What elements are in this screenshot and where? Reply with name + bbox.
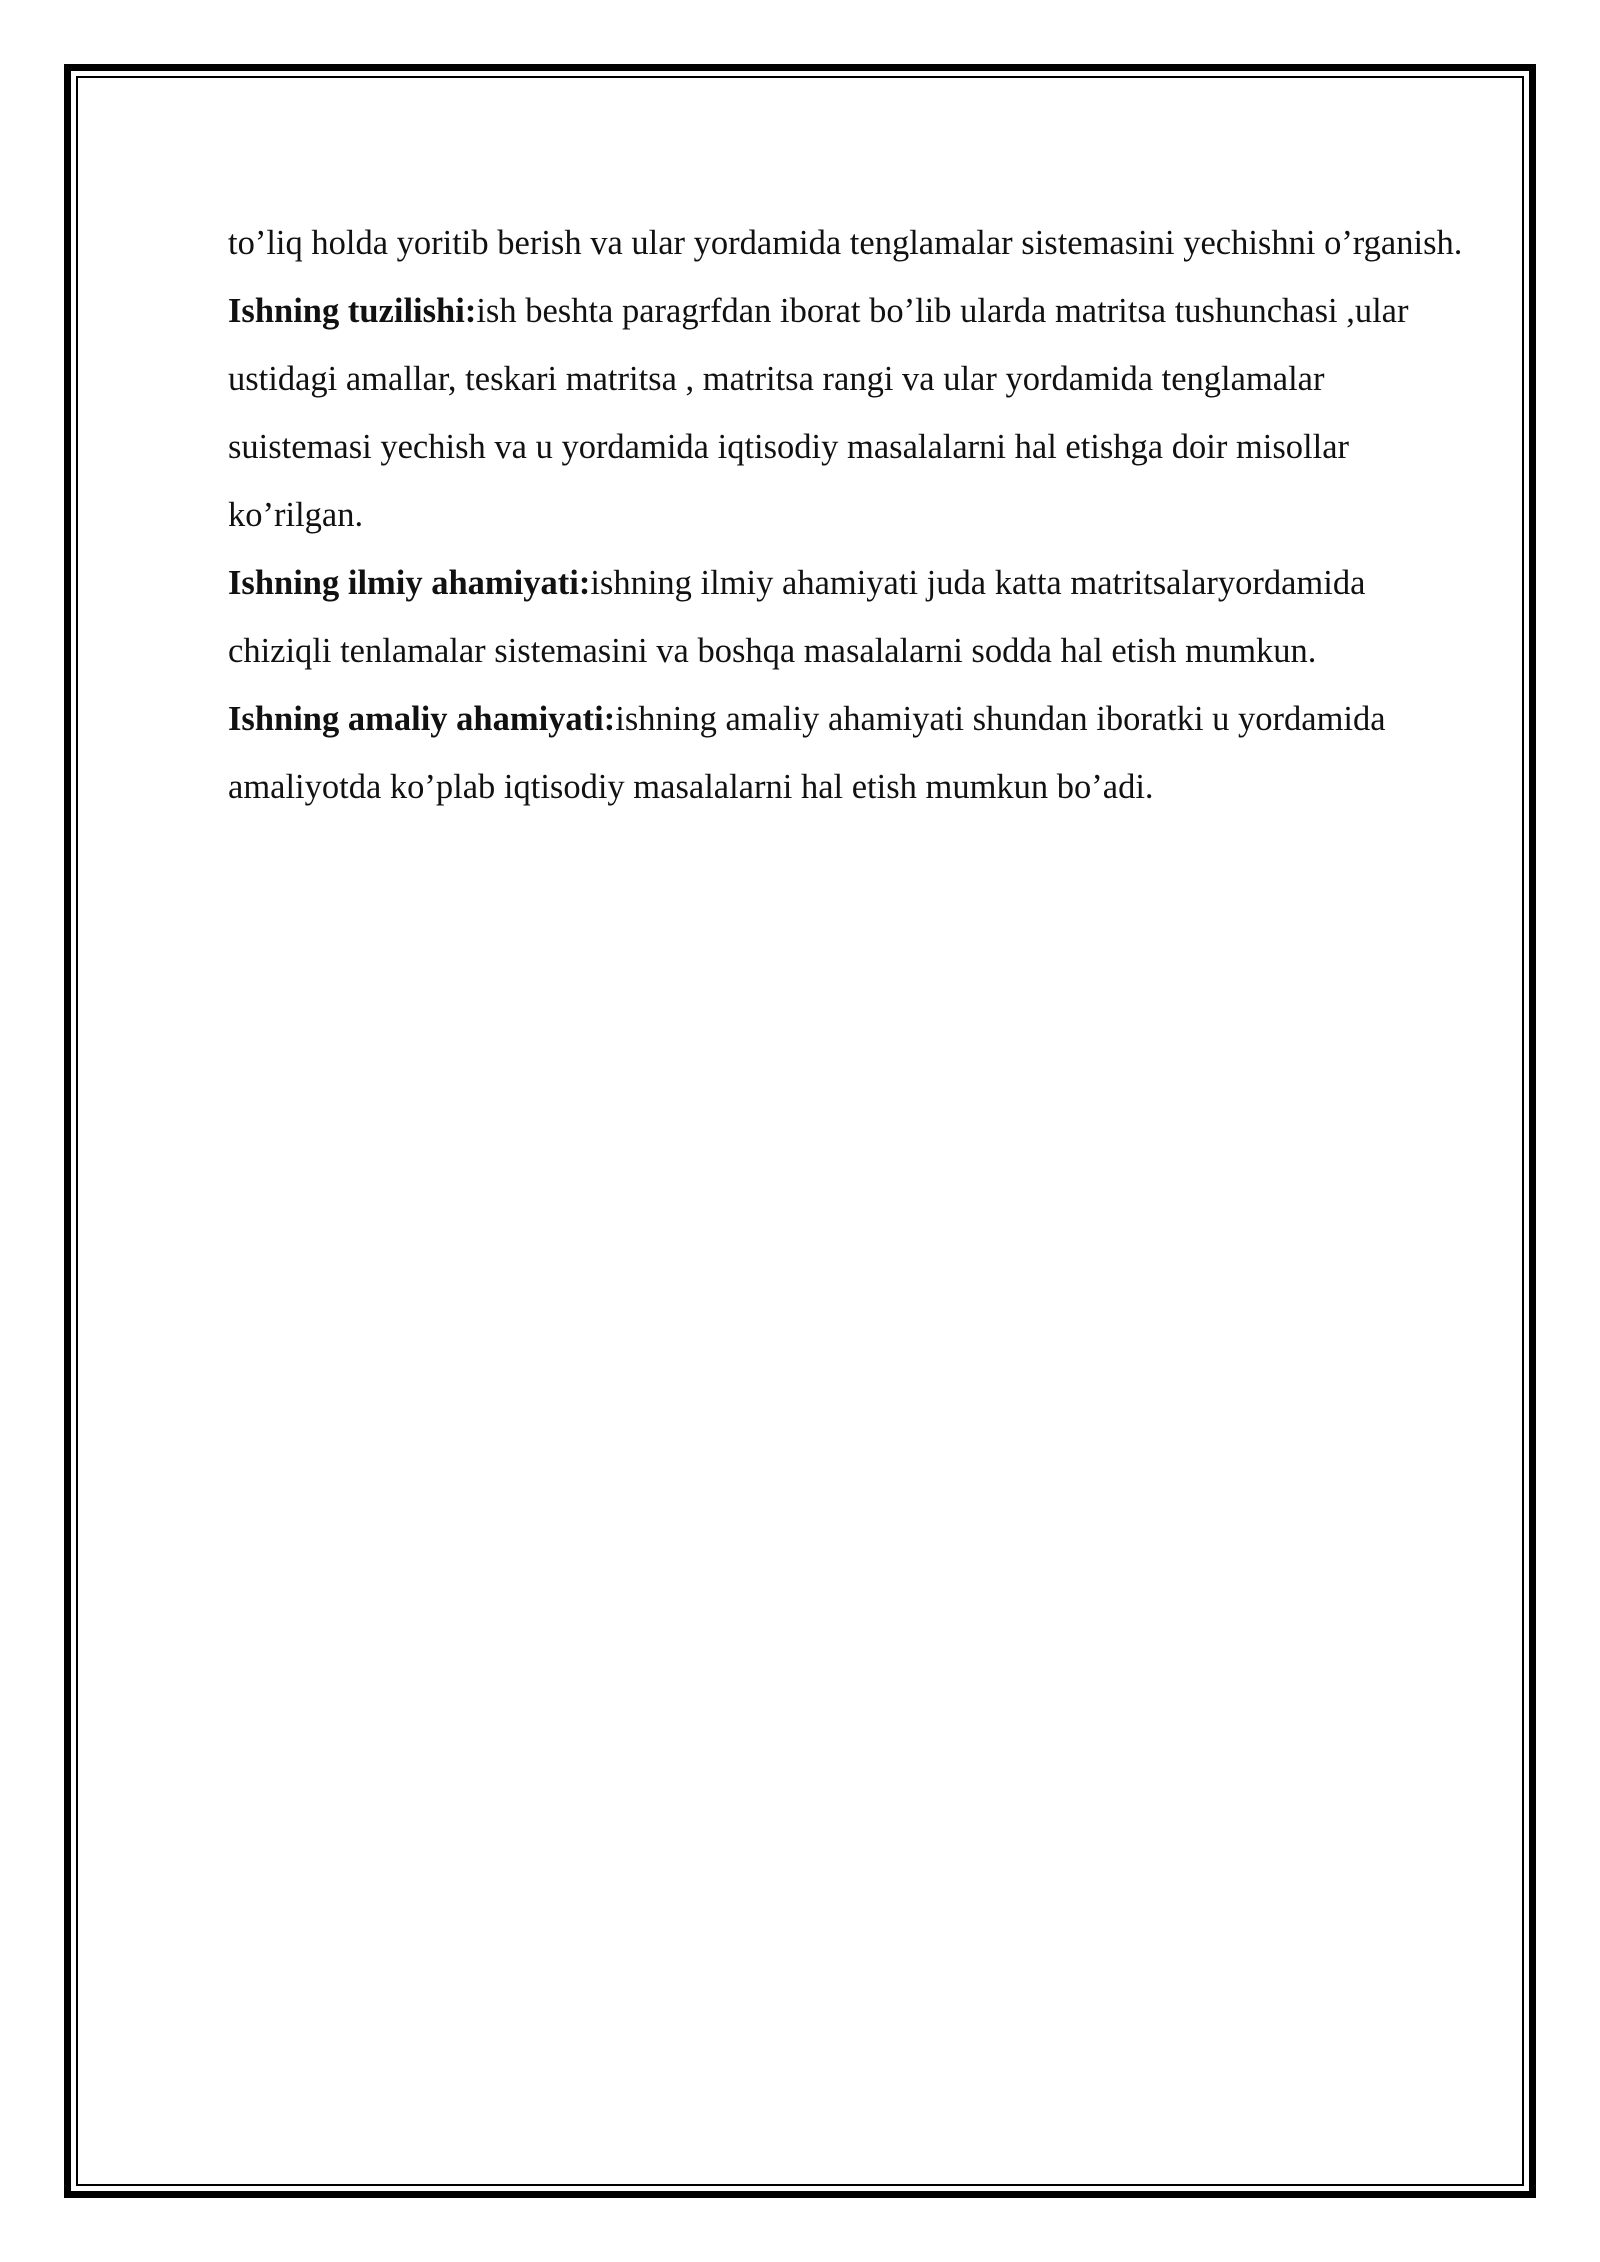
section-text-structure: ish beshta paragrfdan iborat bo’lib ularda matritsa tushunchasi ,ular ustidagi amallar, teskari matritsa , matritsa rangi va ular yordamida tenglamalar suistemasi yechish va u yordamida iqtisodiy masalalarni hal etishga doir misollar ko’rilgan.	[228, 292, 1409, 534]
section-text-practical: ishning amaliy ahamiyati shundan iboratki u yordamida amaliyotda ko’plab iqtisodiy masalalarni hal etish mumkun bo’adi.	[228, 700, 1386, 806]
section-scientific	[228, 549, 1473, 685]
section-structure	[228, 277, 1473, 549]
section-text-scientific: ishning ilmiy ahamiyati juda katta matritsalaryordamida chiziqli tenlamalar sistemasini va boshqa masalalarni sodda hal etish mumkun.	[228, 564, 1366, 670]
section-heading-practical: Ishning amaliy ahamiyati:	[228, 700, 616, 738]
intro-paragraph: to’liq holda yoritib berish va ular yordamida tenglamalar sistemasini yechishni o’rganish.	[228, 224, 1463, 262]
document-body	[228, 209, 1473, 821]
section-heading-structure: Ishning tuzilishi:	[228, 292, 477, 330]
section-practical	[228, 685, 1473, 821]
section-heading-scientific: Ishning ilmiy ahamiyati:	[228, 564, 591, 602]
